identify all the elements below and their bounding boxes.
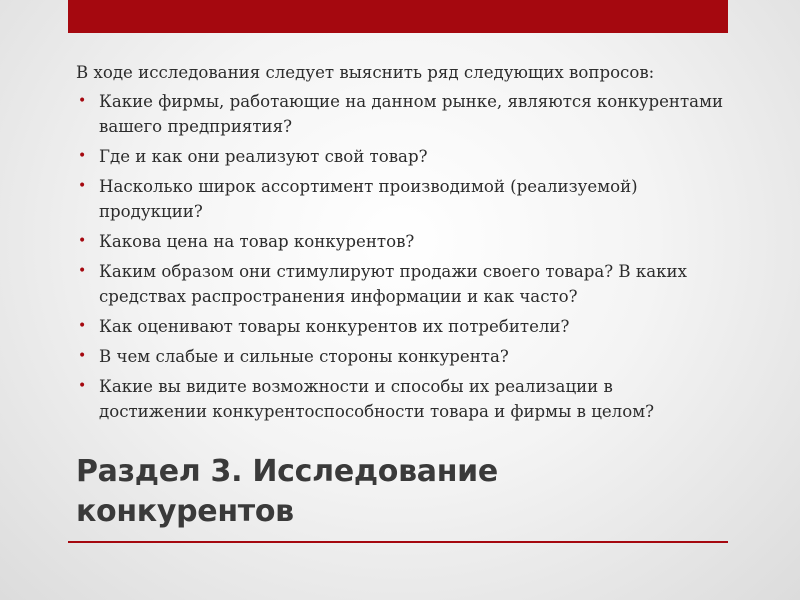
list-item: • Какие фирмы, работающие на данном рынке, являются конкурентами вашего предприятия? [76,89,726,139]
bullet-icon: • [78,378,87,394]
bullet-icon: • [78,348,87,364]
bullet-icon: • [78,318,87,334]
questions-list [76,89,726,424]
intro-text: В ходе исследования следует выяснить ряд следующих вопросов: [76,63,655,82]
list-item: • Где и как они реализуют свой товар? [76,144,726,169]
list-item: • Как оценивают товары конкурентов их потребители? [76,314,726,339]
bullet-icon: • [78,148,87,164]
bullet-icon: • [78,233,87,249]
slide-title [76,452,716,532]
list-item: • В чем слабые и сильные стороны конкурента? [76,344,726,369]
slide-body [76,60,726,429]
slide-title-line-1: Раздел 3. Исследование [76,454,498,489]
top-accent-bar [68,0,728,33]
bullet-icon: • [78,263,87,279]
bottom-divider [68,541,728,543]
slide-title-line-2: конкурентов [76,494,294,529]
list-item: • Какие вы видите возможности и способы их реализации в достижении конкурентоспособности товара и фирмы в целом? [76,374,726,424]
list-item: • Насколько широк ассортимент производимой (реализуемой) продукции? [76,174,726,224]
list-item: • Какова цена на товар конкурентов? [76,229,726,254]
bullet-icon: • [78,178,87,194]
bullet-icon: • [78,93,87,109]
list-item: • Каким образом они стимулируют продажи своего товара? В каких средствах распространения информации и как часто? [76,259,726,309]
